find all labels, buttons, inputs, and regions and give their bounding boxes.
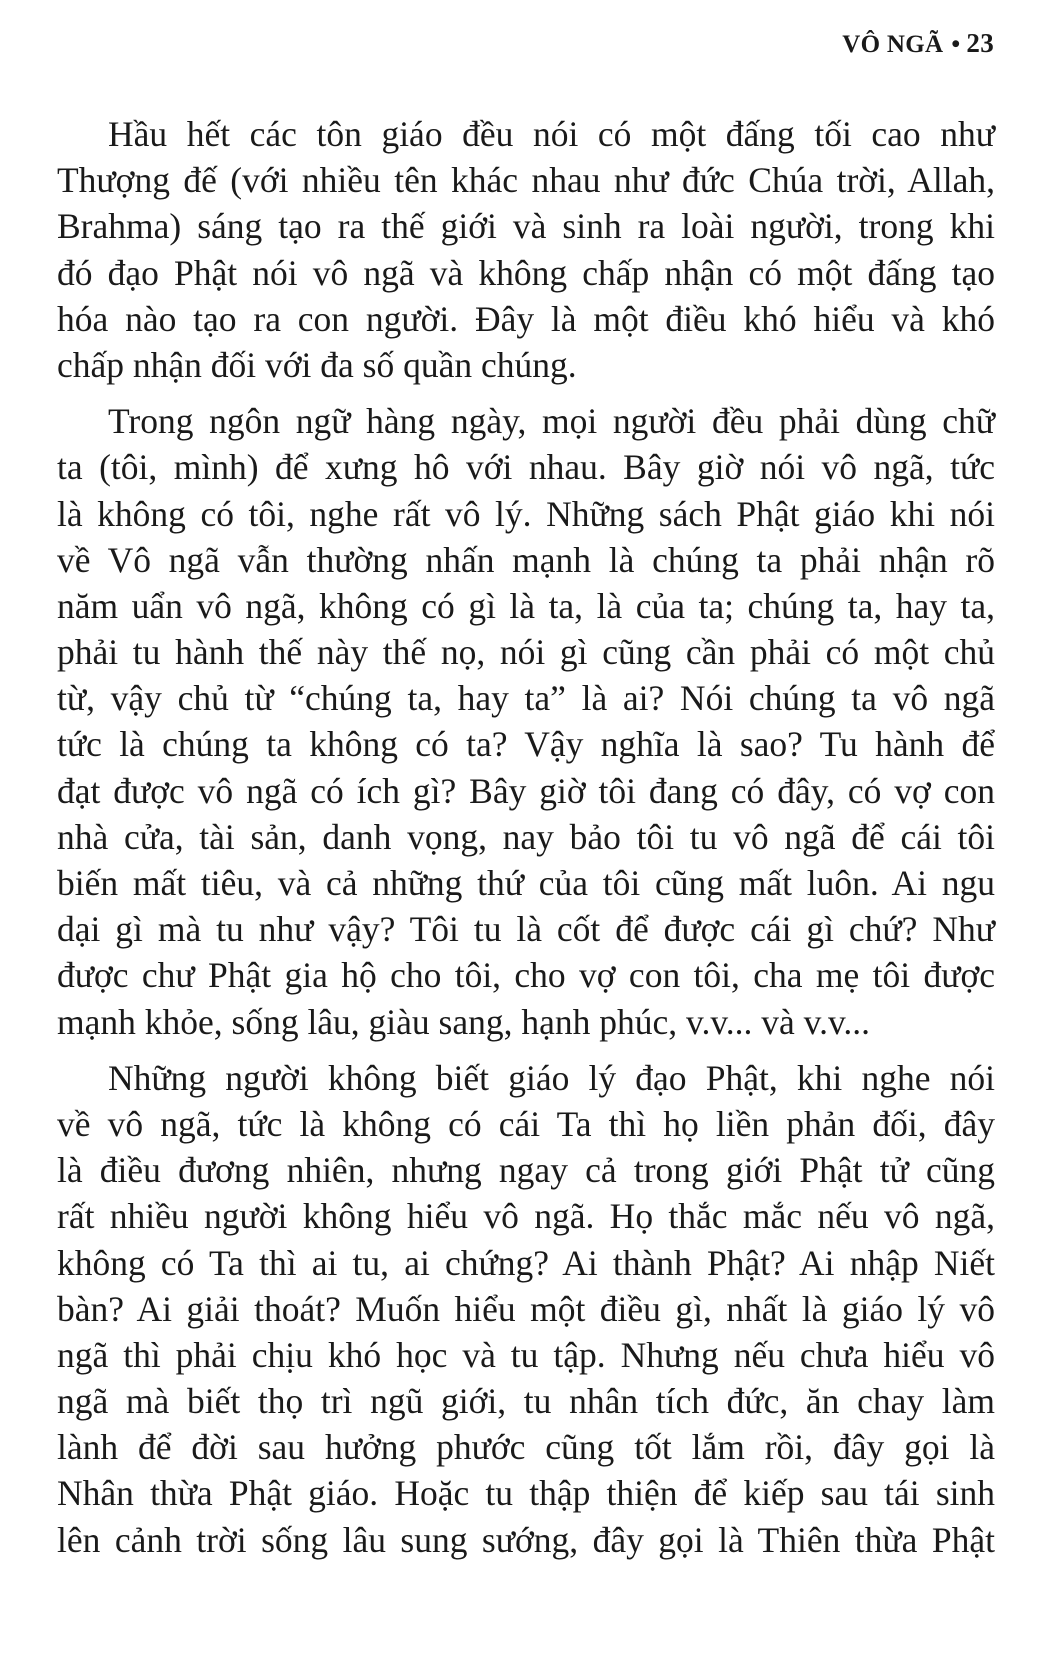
text-line: Thượng đế (với nhiều tên khác nhau như đức Chúa trời, Allah,: [57, 160, 995, 201]
text-line: Hầu hết các tôn giáo đều nói có một đấng tối cao như: [108, 114, 995, 154]
text-line: rất nhiều người không hiểu vô ngã. Họ thắc mắc nếu vô ngã,: [57, 1196, 995, 1237]
text-line: lành để đời sau hưởng phước cũng tốt lắm rồi, đây gọi là: [57, 1427, 995, 1468]
running-header: [842, 28, 994, 59]
header-bullet: •: [951, 31, 961, 58]
text-line: ngã mà biết thọ trì ngũ giới, tu nhân tích đức, ăn chay làm: [57, 1381, 995, 1422]
text-line: được chư Phật gia hộ cho tôi, cho vợ con tôi, cha mẹ tôi được: [57, 955, 995, 996]
text-line: Những người không biết giáo lý đạo Phật, khi nghe nói: [108, 1057, 995, 1098]
text-line: từ, vậy chủ từ “chúng ta, hay ta” là ai? Nói chúng ta vô ngã: [57, 678, 995, 719]
text-line: ngã thì phải chịu khó học và tu tập. Nhưng nếu chưa hiểu vô: [57, 1334, 995, 1375]
text-line: dại gì mà tu như vậy? Tôi tu là cốt để được cái gì chứ? Như: [57, 909, 995, 950]
text-line: năm uẩn vô ngã, không có gì là ta, là của ta; chúng ta, hay ta,: [57, 585, 995, 626]
text-line: không có Ta thì ai tu, ai chứng? Ai thành Phật? Ai nhập Niết: [57, 1242, 995, 1283]
chapter-title: VÔ NGÃ: [842, 31, 944, 58]
paragraph-3: [57, 1055, 995, 1563]
text-line: đạt được vô ngã có ích gì? Bây giờ tôi đang có đây, có vợ con: [57, 770, 995, 811]
body-text: [57, 111, 995, 1573]
text-line: chấp nhận đối với đa số quần chúng.: [57, 344, 577, 385]
text-line: hóa nào tạo ra con người. Đây là một điều khó hiểu và khó: [57, 298, 995, 339]
text-line: là điều đương nhiên, nhưng ngay cả trong giới Phật tử cũng: [57, 1150, 995, 1191]
text-line: Brahma) sáng tạo ra thế giới và sinh ra loài người, trong khi: [57, 206, 995, 247]
text-line: đó đạo Phật nói vô ngã và không chấp nhận có một đấng tạo: [57, 252, 995, 293]
text-line: lên cảnh trời sống lâu sung sướng, đây gọi là Thiên thừa Phật: [57, 1519, 995, 1560]
text-line: là không có tôi, nghe rất vô lý. Những sách Phật giáo khi nói: [57, 493, 995, 534]
text-line: nhà cửa, tài sản, danh vọng, nay bảo tôi tu vô ngã để cái tôi: [57, 816, 995, 857]
text-line: mạnh khỏe, sống lâu, giàu sang, hạnh phúc, v.v... và v.v...: [57, 1001, 871, 1042]
text-line: biến mất tiêu, và cả những thứ của tôi cũng mất luôn. Ai ngu: [57, 863, 995, 903]
text-line: Trong ngôn ngữ hàng ngày, mọi người đều phải dùng chữ: [108, 401, 995, 442]
text-line: ta (tôi, mình) để xưng hô với nhau. Bây giờ nói vô ngã, tức: [57, 447, 995, 488]
text-line: phải tu hành thế này thế nọ, nói gì cũng cần phải có một chủ: [57, 632, 995, 673]
paragraph-2: [57, 398, 995, 1045]
text-line: về vô ngã, tức là không có cái Ta thì họ liền phản đối, đây: [57, 1103, 995, 1144]
page-number: 23: [966, 28, 994, 58]
text-line: về Vô ngã vẫn thường nhấn mạnh là chúng ta phải nhận rõ: [57, 539, 995, 580]
text-line: bàn? Ai giải thoát? Muốn hiểu một điều gì, nhất là giáo lý vô: [57, 1288, 995, 1329]
text-line: Nhân thừa Phật giáo. Hoặc tu thập thiện để kiếp sau tái sinh: [57, 1473, 995, 1514]
text-line: tức là chúng ta không có ta? Vậy nghĩa là sao? Tu hành để: [57, 724, 995, 765]
paragraph-1: [57, 111, 995, 388]
